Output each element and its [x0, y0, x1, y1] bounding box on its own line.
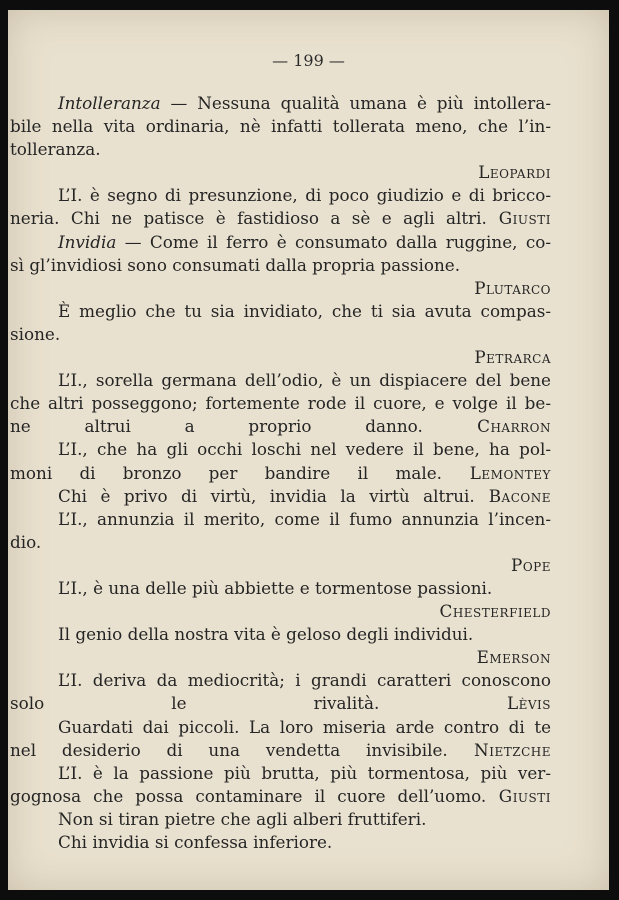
author-line — [8, 346, 609, 369]
quotation-text: sì gl’invidiosi sono consumati dalla propria passione. — [10, 254, 461, 275]
quotation-entry — [8, 508, 609, 577]
author-line — [8, 277, 609, 300]
quotation-author: Giusti — [486, 208, 551, 229]
book-page — [8, 10, 609, 890]
author-line — [8, 600, 609, 623]
quotation-entry — [8, 831, 609, 854]
quotation-line — [8, 669, 609, 692]
entry-term: Intolleranza — [58, 93, 161, 113]
quotation-line — [8, 115, 609, 138]
quotation-text: che altri posseggono; fortemente rode il cuore, e volge il be- — [10, 393, 551, 414]
quotation-text: Guardati dai piccoli. La loro miseria arde contro di te — [58, 716, 551, 737]
quotation-text: È meglio che tu sia invidiato, che ti sia avuta compas- — [58, 300, 551, 321]
quotation-text: dio. — [10, 531, 42, 552]
quotation-line — [8, 531, 609, 554]
quotation-entry — [8, 716, 609, 762]
quotation-text: Chi invidia si confessa inferiore. — [58, 832, 333, 852]
quotation-text: solo le rivalità. — [10, 693, 380, 714]
quotation-text: L’I. deriva da mediocrità; i grandi caratteri conoscono — [58, 670, 551, 691]
quotation-text: bile nella vita ordinaria, nè infatti tollerata meno, che l’in- — [10, 116, 551, 137]
quotation-author: Petrarca — [474, 347, 551, 368]
quotation-line — [8, 438, 609, 461]
quotation-line — [8, 577, 609, 600]
quotation-line — [8, 508, 609, 531]
quotation-line — [8, 231, 609, 254]
quotation-entry — [8, 577, 609, 623]
quotation-author: Bacone — [474, 485, 551, 506]
quotation-text: Non si tiran pietre che agli alberi fruttiferi. — [58, 808, 427, 829]
quotation-author: Charron — [422, 416, 551, 437]
quotation-line — [8, 300, 609, 323]
quotation-entry — [8, 300, 609, 369]
quotation-text: Il genio della nostra vita è geloso degli individui. — [58, 624, 474, 645]
quotation-entry — [8, 762, 609, 808]
quotation-author: Nietzche — [447, 739, 551, 760]
author-line — [8, 554, 609, 577]
quotation-line — [8, 323, 609, 346]
quotation-text: L’I., è una delle più abbiette e tormentose passioni. — [58, 577, 493, 598]
quotation-line — [8, 392, 609, 415]
quotation-author: Lèvis — [379, 693, 552, 714]
quotation-text: L’I., che ha gli occhi loschi nel vedere il bene, ha pol- — [58, 439, 551, 460]
quotation-text: — Come il ferro è consumato dalla ruggine, co- — [116, 231, 551, 252]
quotation-line — [8, 762, 609, 785]
quotation-entry — [8, 808, 609, 831]
quotation-line — [8, 369, 609, 392]
quotation-entry — [8, 438, 609, 484]
quotation-entry — [8, 369, 609, 438]
quotation-line — [8, 808, 609, 831]
quotation-author: Plutarco — [474, 277, 551, 298]
quotation-line — [8, 415, 609, 438]
quotation-text: tolleranza. — [10, 139, 101, 160]
quotation-text: L’I., annunzia il merito, come il fumo annunzia l’incen- — [58, 508, 551, 529]
quotation-line — [8, 207, 609, 230]
quotation-line — [8, 831, 609, 854]
author-line — [8, 161, 609, 184]
quotation-text: neria. Chi ne patisce è fastidioso a sè e agli altri. — [10, 208, 487, 229]
quotation-text: sione. — [10, 323, 61, 344]
quotation-line — [8, 785, 609, 808]
quotation-entry — [8, 485, 609, 508]
quotation-author: Chesterfield — [439, 601, 551, 622]
quotation-line — [8, 716, 609, 739]
quotations-list — [8, 92, 609, 854]
author-line — [8, 646, 609, 669]
quotation-line — [8, 462, 609, 485]
quotation-entry — [8, 623, 609, 669]
quotation-line — [8, 623, 609, 646]
quotation-text: gognosa che possa contaminare il cuore dell’uomo. — [10, 785, 487, 806]
quotation-entry — [8, 231, 609, 300]
quotation-author: Leopardi — [478, 162, 551, 183]
quotation-text: L’I. è la passione più brutta, più tormentosa, più ver- — [58, 762, 551, 783]
quotation-text: L’I., sorella germana dell’odio, è un dispiacere del bene — [58, 370, 551, 391]
quotation-text: moni di bronzo per bandire il male. — [10, 462, 443, 483]
quotation-line — [8, 254, 609, 277]
entry-term: Invidia — [58, 231, 117, 252]
quotation-line — [8, 138, 609, 161]
quotation-entry — [8, 669, 609, 715]
quotation-text: nel desiderio di una vendetta invisibile. — [10, 739, 448, 760]
quotation-entry — [8, 92, 609, 184]
quotation-line — [8, 485, 609, 508]
quotation-text: L’I. è segno di presunzione, di poco giudizio e di bricco- — [58, 185, 551, 206]
quotation-author: Emerson — [476, 647, 551, 668]
quotation-text: Chi è privo di virtù, invidia la virtù altrui. — [58, 485, 475, 506]
quotation-line — [8, 739, 609, 762]
quotation-text: — Nessuna qualità umana è più intollera- — [160, 93, 551, 113]
quotation-entry — [8, 184, 609, 230]
quotation-text: ne altrui a proprio danno. — [10, 416, 423, 437]
quotation-author: Pope — [511, 554, 551, 575]
quotation-author: Lemontey — [442, 462, 551, 483]
page-number: — 199 — — [272, 51, 345, 70]
quotation-line — [8, 92, 609, 115]
quotation-author: Giusti — [486, 785, 552, 806]
quotation-line — [8, 184, 609, 207]
quotation-line — [8, 692, 609, 715]
